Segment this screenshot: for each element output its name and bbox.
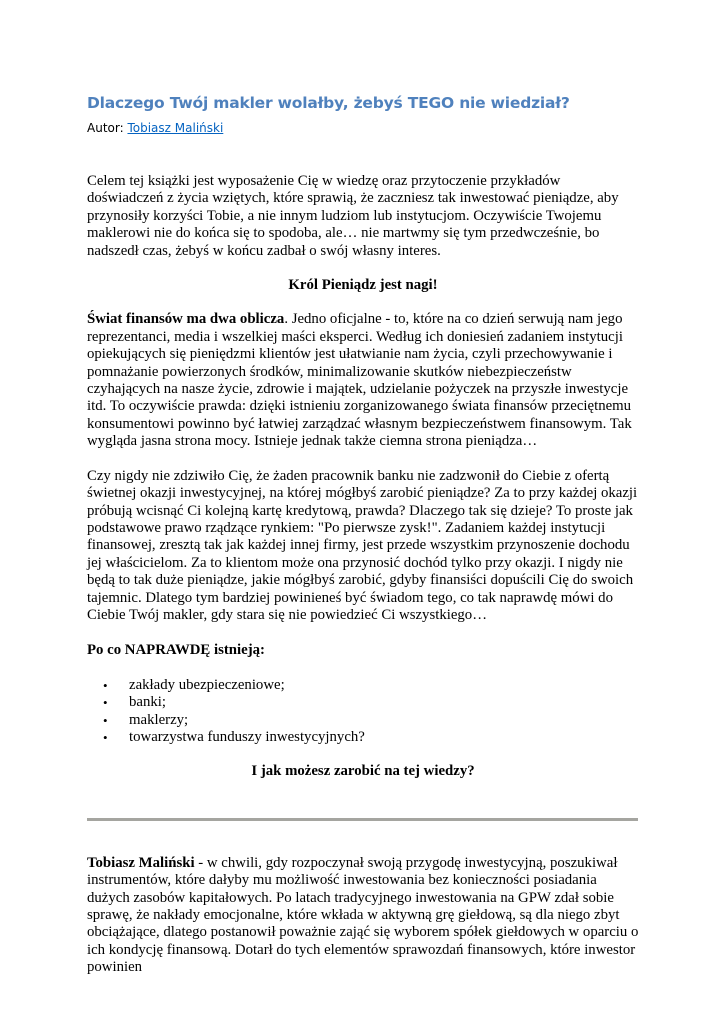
bio-text: - w chwili, gdy rozpoczynał swoją przygodę inwestycyjną, poszukiwał instrumentów, które dałyby mu możliwość inwestowania bez konieczności posiadania dużych zasobów kapitałowych. Po latach tradycyjnego inwestowania na GPW zdał sobie sprawę, że nakłady emocjonalne, które wkłada w aktywną grę giełdową, są dla niego zbyt obciążające, dlatego postanowił poważnie zająć się wyborem spółek giełdowych w oparciu o ich kondycję finansową. Dotarł do tych elementów sprawozdań finansowych, które inwestor powinien <box>87 854 639 976</box>
two-faces-text: . Jedno oficjalne - to, które na co dzień serwują nam jego reprezentanci, media i wszelkiej maści eksperci. Według ich doniesień zadaniem instytucji opiekujących się pieniędzmi klientów jest ułatwianie nam życia, czyli przechowywanie i pomnażanie powierzonych środków, minimalizowanie skutków niebezpieczeństw czyhających na nasze życie, zdrowie i majątek, udzielanie pożyczek na przyszłe inwestycje itd. To oczywiście prawda: dzięki istnieniu zorganizowanego świata finansów przeciętnemu konsumentowi powinno być łatwiej zarządzać własnym bezpieczeństwem finansowym. Tak wygląda jasna strona mocy. Istnieje jednak także ciemna strona pieniądza… <box>87 311 632 450</box>
list-item: • zakłady ubezpieczeniowe; <box>103 676 285 693</box>
heading-king: Król Pieniądz jest nagi! <box>288 277 438 294</box>
author-bio-paragraph <box>87 855 639 977</box>
two-faces-paragraph <box>87 311 639 450</box>
institution-list <box>87 677 639 747</box>
bullet-icon: • <box>103 729 108 745</box>
document-page <box>87 93 639 977</box>
author-label: Autor: <box>87 121 124 135</box>
bio-name: Tobiasz Maliński <box>87 854 195 871</box>
list-item: • banki; <box>103 694 166 711</box>
intro-paragraph: Celem tej książki jest wyposażenie Cię w wiedzę oraz przytoczenie przykładów doświadczeń z życia wziętych, które sprawią, że zaczniesz tak inwestować pieniądze, aby przynosiły korzyści Tobie, a nie innym ludziom lub instytucjom. Oczywiście Twojemu maklerowi nie do końca się to spodoba, ale… nie martwmy się tym przedwcześnie, bo nadszedł czas, żebyś w końcu zadbał o swój własny interes. <box>87 173 619 259</box>
list-item: • maklerzy; <box>103 711 189 728</box>
heading-earn: I jak możesz zarobić na tej wiedzy? <box>251 763 475 780</box>
document-title: Dlaczego Twój makler wolałby, żebyś TEGO nie wiedział? <box>87 94 570 112</box>
bank-paragraph: Czy nigdy nie zdziwiło Cię, że żaden pracownik banku nie zadzwonił do Ciebie z ofertą świetnej okazji inwestycyjnej, na której mógłbyś zarobić pieniądze? Za to przy każdej okazji próbują wcisnąć Ci kolejną kartę kredytową, prawda? Dlaczego tak się dzieje? To proste jak podstawowe prawo rządzące rynkiem: "Po pierwsze zysk!". Zadaniem każdej instytucji finansowej, zresztą tak jak każdej innej firmy, jest przede wszystkim przynoszenie dochodu jej właścicielom. Za to klientom może ona przynosić dochód tylko przy okazji. I nigdy nie będą to tak duże pieniądze, jakie mógłbyś zarobić, gdyby finansiści dopuścili Cię do swoich tajemnic. Dlatego tym bardziej powinieneś być świadom tego, co tak naprawdę mówi do Ciebie Twój makler, gdy stara się nie powiedzieć Ci wszystkiego… <box>87 467 638 623</box>
author-link[interactable]: Tobiasz Maliński <box>127 121 224 135</box>
list-item: • towarzystwa funduszy inwestycyjnych? <box>103 728 365 745</box>
bullet-icon: • <box>103 695 108 711</box>
two-faces-bold: Świat finansów ma dwa oblicza <box>87 311 285 328</box>
bullet-icon: • <box>103 677 108 693</box>
author-line <box>87 120 639 136</box>
section-divider <box>87 818 638 821</box>
bullet-icon: • <box>103 712 108 728</box>
why-heading: Po co NAPRAWDĘ istnieją: <box>87 642 265 659</box>
